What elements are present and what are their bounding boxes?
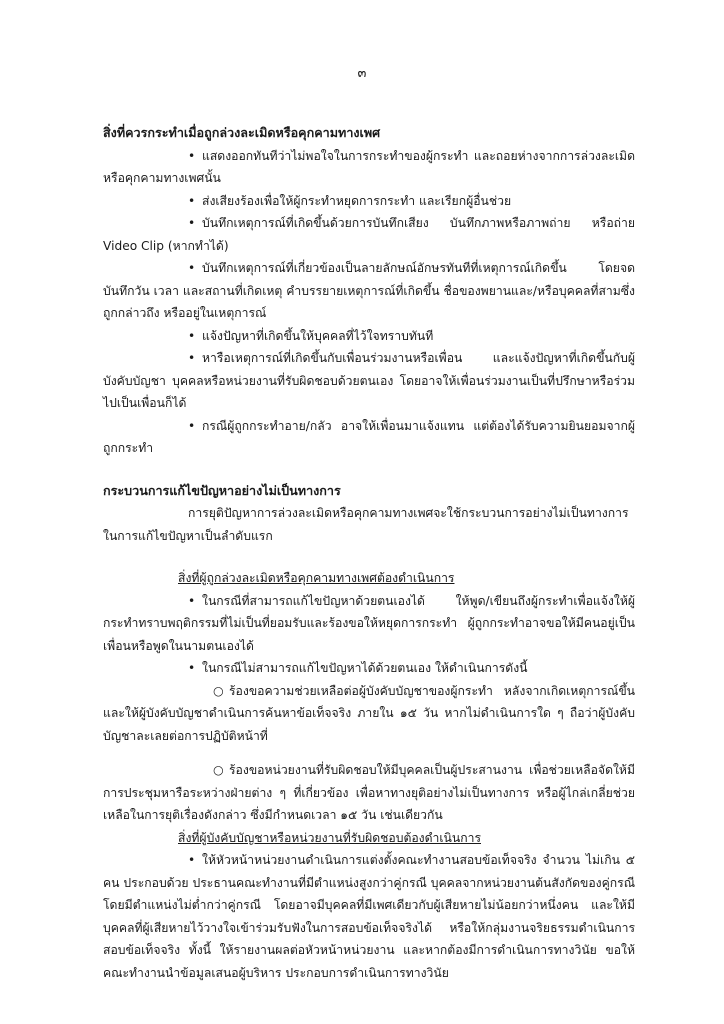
list-item: • ส่งเสียงร้องเพื่อให้ผู้กระทำหยุดการกระทำ และเรียกผู้อื่นช่วย	[103, 190, 635, 213]
bullet-icon: •	[188, 148, 196, 163]
bullet-icon: •	[188, 661, 196, 675]
spacer	[103, 547, 635, 567]
intro-paragraph: การยุติปัญหาการล่วงละเมิดหรือคุกคามทางเพศจะใช้กระบวนการอย่างไม่เป็นทางการในการแก้ไขปัญหาเป็นลำดับแรก	[103, 506, 629, 543]
bullet-icon: •	[188, 351, 196, 365]
page-number: ๓	[357, 66, 367, 81]
bullet-icon: •	[188, 261, 196, 275]
sub-list-item: ○ ร้องขอความช่วยเหลือต่อผู้บังคับบัญชาของผู้กระทำ หลังจากเกิดเหตุการณ์ขึ้นและให้ผู้บังคับบัญชาดำเนินการค้นหาข้อเท็จจริง ภายใน ๑๕ วัน หากไม่ดำเนินการใด ๆ ถือว่าผู้บังคับบัญชาละเลยต่อการปฏิบัติหน้าที่	[103, 680, 635, 748]
bullet-icon: •	[188, 328, 196, 343]
list-item: • ในกรณีไม่สามารถแก้ไขปัญหาได้ด้วยตนเอง ให้ดำเนินการดังนี้	[103, 657, 635, 680]
bullet-icon: •	[188, 853, 196, 867]
spacer	[103, 747, 635, 759]
subheading-supervisor-actions: สิ่งที่ผู้บังคับบัญชาหรือหน่วยงานที่รับผิดชอบต้องดำเนินการ	[178, 830, 481, 845]
list-item: • บันทึกเหตุการณ์ที่เกี่ยวข้องเป็นลายลักษณ์อักษรทันทีที่เหตุการณ์เกิดขึ้น โดยจดบันทึกวัน เวลา และสถานที่เกิดเหตุ คำบรรยายเหตุการณ์ที่เกิดขึ้น ชื่อของพยานและ/หรือบุคคลที่สามซึ่งถูกกล่าวถึง หรืออยู่ในเหตุการณ์	[103, 257, 635, 325]
page-content	[103, 122, 635, 984]
list-item: • ให้หัวหน้าหน่วยงานดำเนินการแต่งตั้งคณะทำงานสอบข้อเท็จจริง จำนวน ไม่เกิน ๕ คน ประกอบด้วย ประธานคณะทำงานที่มีตำแหน่งสูงกว่าคู่กรณี บุคคลจากหน่วยงานต้นสังกัดของคู่กรณีโดยมีตำแหน่งไม่ต่ำกว่าคู่กรณี โดยอาจมีบุคคลที่มีเพศเดียวกับผู้เสียหายไม่น้อยกว่าหนึ่งคน และให้มีบุคคลที่ผู้เสียหายไว้วางใจเข้าร่วมรับฟังในการสอบข้อเท็จจริงได้ หรือให้กลุ่มงานจริยธรรมดำเนินการสอบข้อเท็จจริง ทั้งนี้ ให้รายงานผลต่อหัวหน้าหน่วยงาน และหากต้องมีการดำเนินการทางวินัย ขอให้คณะทำงานนำข้อมูลเสนอผู้บริหาร ประกอบการดำเนินการทางวินัย	[103, 849, 635, 984]
list-item: • แจ้งปัญหาที่เกิดขึ้นให้บุคคลที่ไว้ใจทราบทันที	[103, 325, 635, 348]
list-item: • กรณีผู้ถูกกระทำอาย/กลัว อาจให้เพื่อนมาแจ้งแทน แต่ต้องได้รับความยินยอมจากผู้ถูกกระทำ	[103, 415, 635, 460]
spacer	[103, 460, 635, 480]
list-item: • แสดงออกทันทีว่าไม่พอใจในการกระทำของผู้กระทำ และถอยห่างจากการล่วงละเมิดหรือคุกคามทางเพศนั้น	[103, 145, 635, 190]
bullet-icon: •	[188, 193, 196, 208]
list-item: • หารือเหตุการณ์ที่เกิดขึ้นกับเพื่อนร่วมงานหรือเพื่อน และแจ้งปัญหาที่เกิดขึ้นกับผู้บังคับบัญชา บุคคลหรือหน่วยงานที่รับผิดชอบด้วยตนเอง โดยอาจให้เพื่อนร่วมงานเป็นที่ปรึกษาหรือร่วมไปเป็นเพื่อนก็ได้	[103, 347, 635, 415]
circle-bullet-icon: ○	[213, 763, 224, 777]
circle-bullet-icon: ○	[213, 683, 224, 698]
bullet-icon: •	[188, 418, 196, 433]
list-item: • ในกรณีที่สามารถแก้ไขปัญหาด้วยตนเองได้ ให้พูด/เขียนถึงผู้กระทำเพื่อแจ้งให้ผู้กระทำทราบพฤติกรรมที่ไม่เป็นที่ยอมรับและร้องขอให้หยุดการกระทำ ผู้ถูกกระทำอาจขอให้มีคนอยู่เป็นเพื่อนหรือพูดในนามตนเองได้	[103, 590, 635, 658]
sub-list-item: ○ ร้องขอหน่วยงานที่รับผิดชอบให้มีบุคคลเป็นผู้ประสานงาน เพื่อช่วยเหลือจัดให้มีการประชุมหารือระหว่างฝ่ายต่าง ๆ ที่เกี่ยวข้อง เพื่อหาทางยุติอย่างไม่เป็นทางการ หรือผู้ไกล่เกลี่ยช่วยเหลือในการยุติเรื่องดังกล่าว ซึ่งมีกำหนดเวลา ๑๕ วัน เช่นเดียวกัน	[103, 759, 635, 827]
subheading-victim-actions: สิ่งที่ผู้ถูกล่วงละเมิดหรือคุกคามทางเพศต้องดำเนินการ	[178, 571, 455, 585]
bullet-icon: •	[188, 593, 196, 608]
section-heading-actions: สิ่งที่ควรกระทำเมื่อถูกล่วงละเมิดหรือคุกคามทางเพศ	[103, 125, 381, 140]
list-item: • บันทึกเหตุการณ์ที่เกิดขึ้นด้วยการบันทึกเสียง บันทึกภาพหรือภาพถ่าย หรือถ่าย Video Clip (หากทำได้)	[103, 212, 635, 257]
bullet-icon: •	[188, 216, 196, 230]
section-heading-informal-process: กระบวนการแก้ไขปัญหาอย่างไม่เป็นทางการ	[103, 482, 341, 498]
